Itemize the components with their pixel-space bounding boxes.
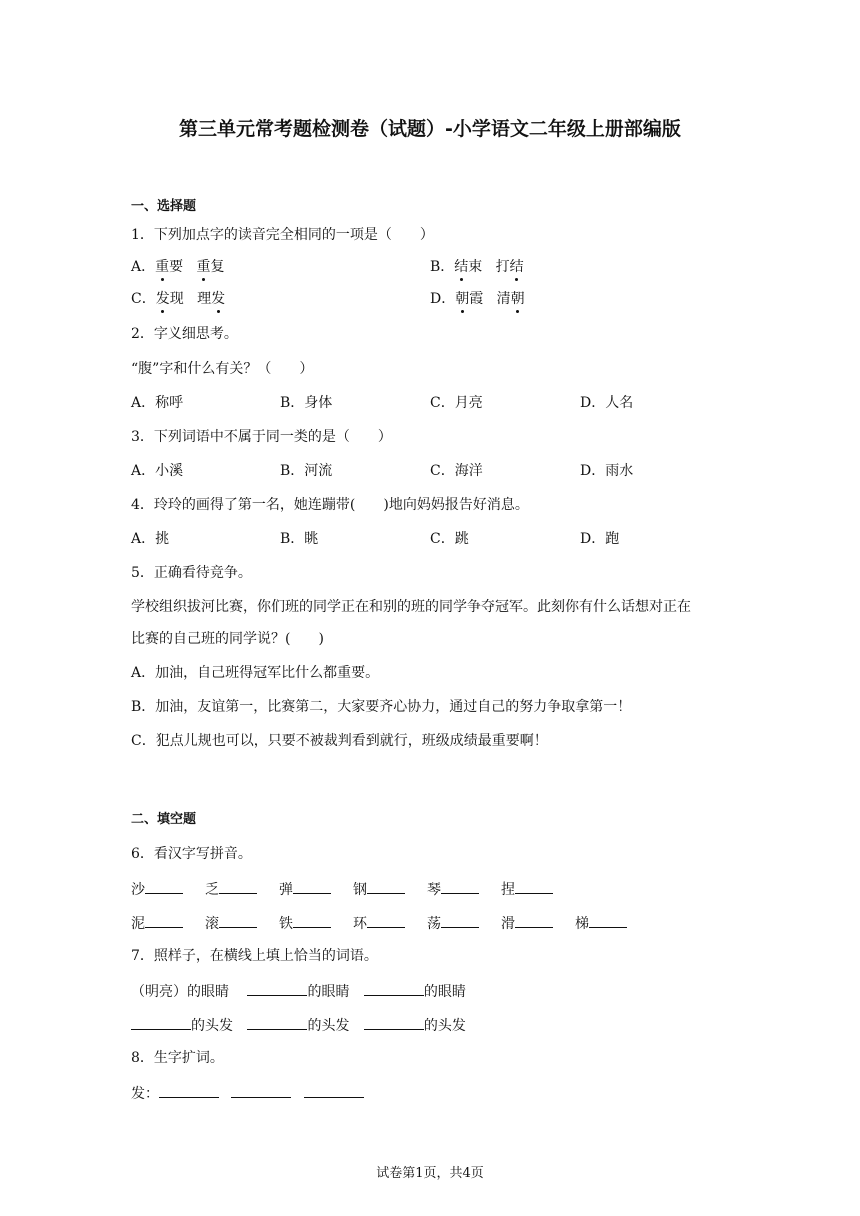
answer-blank[interactable] (145, 913, 183, 928)
question-2-option-a[interactable]: A．称呼 (131, 395, 184, 411)
pinyin-item[interactable]: 铁 (279, 913, 331, 933)
page-title: 第三单元常考题检测卷（试题）-小学语文二年级上册部编版 (179, 118, 681, 140)
dotted-char: 发 (155, 291, 170, 307)
question-7-stem: 7．照样子，在横线上填上恰当的词语。 (131, 948, 378, 964)
question-4-option-a[interactable]: A．挑 (131, 531, 170, 547)
dotted-char: 重 (196, 259, 211, 275)
question-4-option-b[interactable]: B．眺 (280, 531, 319, 547)
answer-blank[interactable] (247, 981, 307, 996)
example-phrase: （明亮）的眼睛 (131, 984, 229, 1000)
page-footer: 试卷第1页，共4页 (376, 1166, 484, 1181)
question-7-row-hair: 的头发 的头发 的头发 (131, 1015, 466, 1035)
pinyin-row-1 (131, 879, 575, 899)
answer-blank[interactable] (293, 879, 331, 894)
answer-blank[interactable] (515, 913, 553, 928)
answer-blank[interactable] (441, 879, 479, 894)
pinyin-item[interactable]: 环 (353, 913, 405, 933)
question-5-option-c[interactable]: C．犯点儿规也可以，只要不被裁判看到就行，班级成绩最重要啊！ (131, 733, 548, 749)
question-8-row: 发： (131, 1083, 364, 1103)
question-3-option-a[interactable]: A．小溪 (131, 463, 184, 479)
dotted-char: 重 (155, 259, 170, 275)
answer-blank[interactable] (364, 981, 424, 996)
pinyin-item[interactable]: 滑 (501, 913, 553, 933)
pinyin-item[interactable]: 荡 (427, 913, 479, 933)
answer-blank[interactable] (293, 913, 331, 928)
pinyin-item[interactable]: 捏 (501, 879, 553, 899)
section-heading-fill: 二、填空题 (131, 812, 197, 827)
question-3-stem: 3．下列词语中不属于同一类的是（ ） (131, 429, 392, 445)
pinyin-item[interactable]: 乏 (205, 879, 257, 899)
pinyin-item[interactable]: 滚 (205, 913, 257, 933)
pinyin-item[interactable]: 琴 (427, 879, 479, 899)
question-5-paragraph-line2: 比赛的自己班的同学说？( ) (131, 631, 324, 647)
question-2-stem: 2．字义细思考。 (131, 326, 238, 342)
question-4-stem: 4．玲玲的画得了第一名，她连蹦带( )地向妈妈报告好消息。 (131, 497, 529, 513)
dotted-char: 结 (454, 259, 469, 275)
question-1-option-d[interactable]: D．朝霞 清朝 (430, 291, 525, 307)
answer-blank[interactable] (515, 879, 553, 894)
question-1-option-b[interactable]: B．结束 打结 (430, 259, 524, 275)
answer-blank[interactable] (219, 879, 257, 894)
answer-blank[interactable] (364, 1015, 424, 1030)
question-2-sub: “腹”字和什么有关？（ ） (131, 361, 314, 377)
answer-blank[interactable] (441, 913, 479, 928)
answer-blank[interactable] (145, 879, 183, 894)
pinyin-item[interactable]: 泥 (131, 913, 183, 933)
question-6-stem: 6．看汉字写拼音。 (131, 846, 252, 862)
question-3-option-d[interactable]: D．雨水 (580, 463, 634, 479)
question-1-option-a[interactable]: A．重要 重复 (131, 259, 225, 275)
answer-blank[interactable] (131, 1015, 191, 1030)
pinyin-item[interactable]: 钢 (353, 879, 405, 899)
question-5-paragraph-line1: 学校组织拔河比赛，你们班的同学正在和别的班的同学争夺冠军。此刻你有什么话想对正在 (131, 599, 691, 615)
pinyin-item[interactable]: 弹 (279, 879, 331, 899)
section-heading-choice: 一、选择题 (131, 199, 197, 214)
dotted-char: 朝 (455, 291, 470, 307)
question-2-option-d[interactable]: D．人名 (580, 395, 634, 411)
answer-blank[interactable] (367, 879, 405, 894)
question-3-option-b[interactable]: B．河流 (280, 463, 333, 479)
dotted-char: 结 (509, 259, 524, 275)
dotted-char: 朝 (510, 291, 525, 307)
question-3-option-c[interactable]: C．海洋 (430, 463, 483, 479)
question-5-option-a[interactable]: A．加油，自己班得冠军比什么都重要。 (131, 665, 380, 681)
answer-blank[interactable] (304, 1083, 364, 1098)
pinyin-item[interactable]: 沙 (131, 879, 183, 899)
question-4-option-d[interactable]: D．跑 (580, 531, 620, 547)
answer-blank[interactable] (231, 1083, 291, 1098)
answer-blank[interactable] (367, 913, 405, 928)
pinyin-row-2 (131, 913, 649, 933)
question-2-option-b[interactable]: B．身体 (280, 395, 333, 411)
answer-blank[interactable] (219, 913, 257, 928)
question-2-option-c[interactable]: C．月亮 (430, 395, 483, 411)
question-4-option-c[interactable]: C．跳 (430, 531, 469, 547)
question-1-option-c[interactable]: C．发现 理发 (131, 291, 226, 307)
answer-blank[interactable] (247, 1015, 307, 1030)
answer-blank[interactable] (589, 913, 627, 928)
dotted-char: 发 (211, 291, 226, 307)
question-5-stem: 5．正确看待竞争。 (131, 565, 252, 581)
pinyin-item[interactable]: 梯 (575, 913, 627, 933)
question-7-row-eyes: （明亮）的眼睛 的眼睛 的眼睛 (131, 981, 466, 1001)
answer-blank[interactable] (159, 1083, 219, 1098)
question-1-stem: 1．下列加点字的读音完全相同的一项是（ ） (131, 227, 434, 243)
question-8-stem: 8．生字扩词。 (131, 1050, 224, 1066)
question-5-option-b[interactable]: B．加油，友谊第一，比赛第二，大家要齐心协力，通过自己的努力争取拿第一！ (131, 699, 632, 715)
